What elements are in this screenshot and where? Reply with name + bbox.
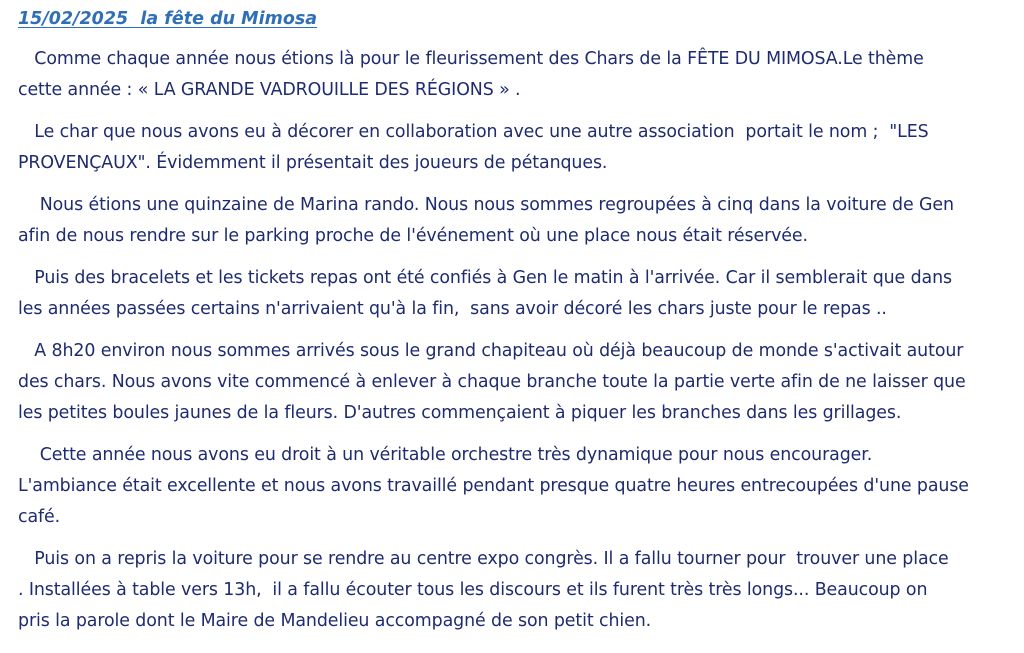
paragraph-line: Puis on a repris la voiture pour se rendre au centre expo congrès. Il a fallu tourner pour trouver une place (18, 549, 949, 569)
paragraph-3 (18, 190, 1014, 252)
paragraph-line: les années passées certains n'arrivaient qu'à la fin, sans avoir décoré les chars juste pour le repas .. (18, 299, 887, 319)
paragraph-line: Le char que nous avons eu à décorer en collaboration avec une autre association portait le nom ; "LES (18, 122, 929, 142)
paragraph-line: A 8h20 environ nous sommes arrivés sous le grand chapiteau où déjà beaucoup de monde s'activait autour (18, 341, 964, 361)
paragraph-line: . Installées à table vers 13h, il a fallu écouter tous les discours et ils furent très très longs... Beaucoup on (18, 580, 928, 600)
paragraph-line: des chars. Nous avons vite commencé à enlever à chaque branche toute la partie verte afin de ne laisser que (18, 372, 966, 392)
paragraph-1 (18, 44, 1014, 106)
paragraph-7 (18, 544, 1014, 637)
paragraph-5 (18, 336, 1014, 429)
paragraph-line: Cette année nous avons eu droit à un véritable orchestre très dynamique pour nous encourager. (18, 445, 873, 465)
paragraph-line: café. (18, 507, 61, 527)
paragraph-line: pris la parole dont le Maire de Mandelieu accompagné de son petit chien. (18, 611, 652, 631)
paragraph-line: PROVENÇAUX". Évidemment il présentait des joueurs de pétanques. (18, 153, 608, 173)
paragraph-line: Puis des bracelets et les tickets repas ont été confiés à Gen le matin à l'arrivée. Car il semblerait que dans (18, 268, 952, 288)
document-page (18, 8, 1014, 648)
paragraph-line: afin de nous rendre sur le parking proche de l'événement où une place nous était réservée. (18, 226, 808, 246)
paragraph-line: les petites boules jaunes de la fleurs. D'autres commençaient à piquer les branches dans les grillages. (18, 403, 902, 423)
paragraph-line: L'ambiance était excellente et nous avons travaillé pendant presque quatre heures entrecoupées d'une pause (18, 476, 969, 496)
paragraph-line: cette année : « LA GRANDE VADROUILLE DES RÉGIONS » . (18, 80, 521, 100)
paragraph-line: Nous étions une quinzaine de Marina rando. Nous nous sommes regroupées à cinq dans la voiture de Gen (18, 195, 954, 215)
paragraph-4 (18, 263, 1014, 325)
document-title: 15/02/2025 la fête du Mimosa (18, 9, 318, 29)
paragraph-6 (18, 440, 1014, 533)
paragraph-2 (18, 117, 1014, 179)
paragraph-line: Comme chaque année nous étions là pour le fleurissement des Chars de la FÊTE DU MIMOSA.Le thème (18, 49, 924, 69)
